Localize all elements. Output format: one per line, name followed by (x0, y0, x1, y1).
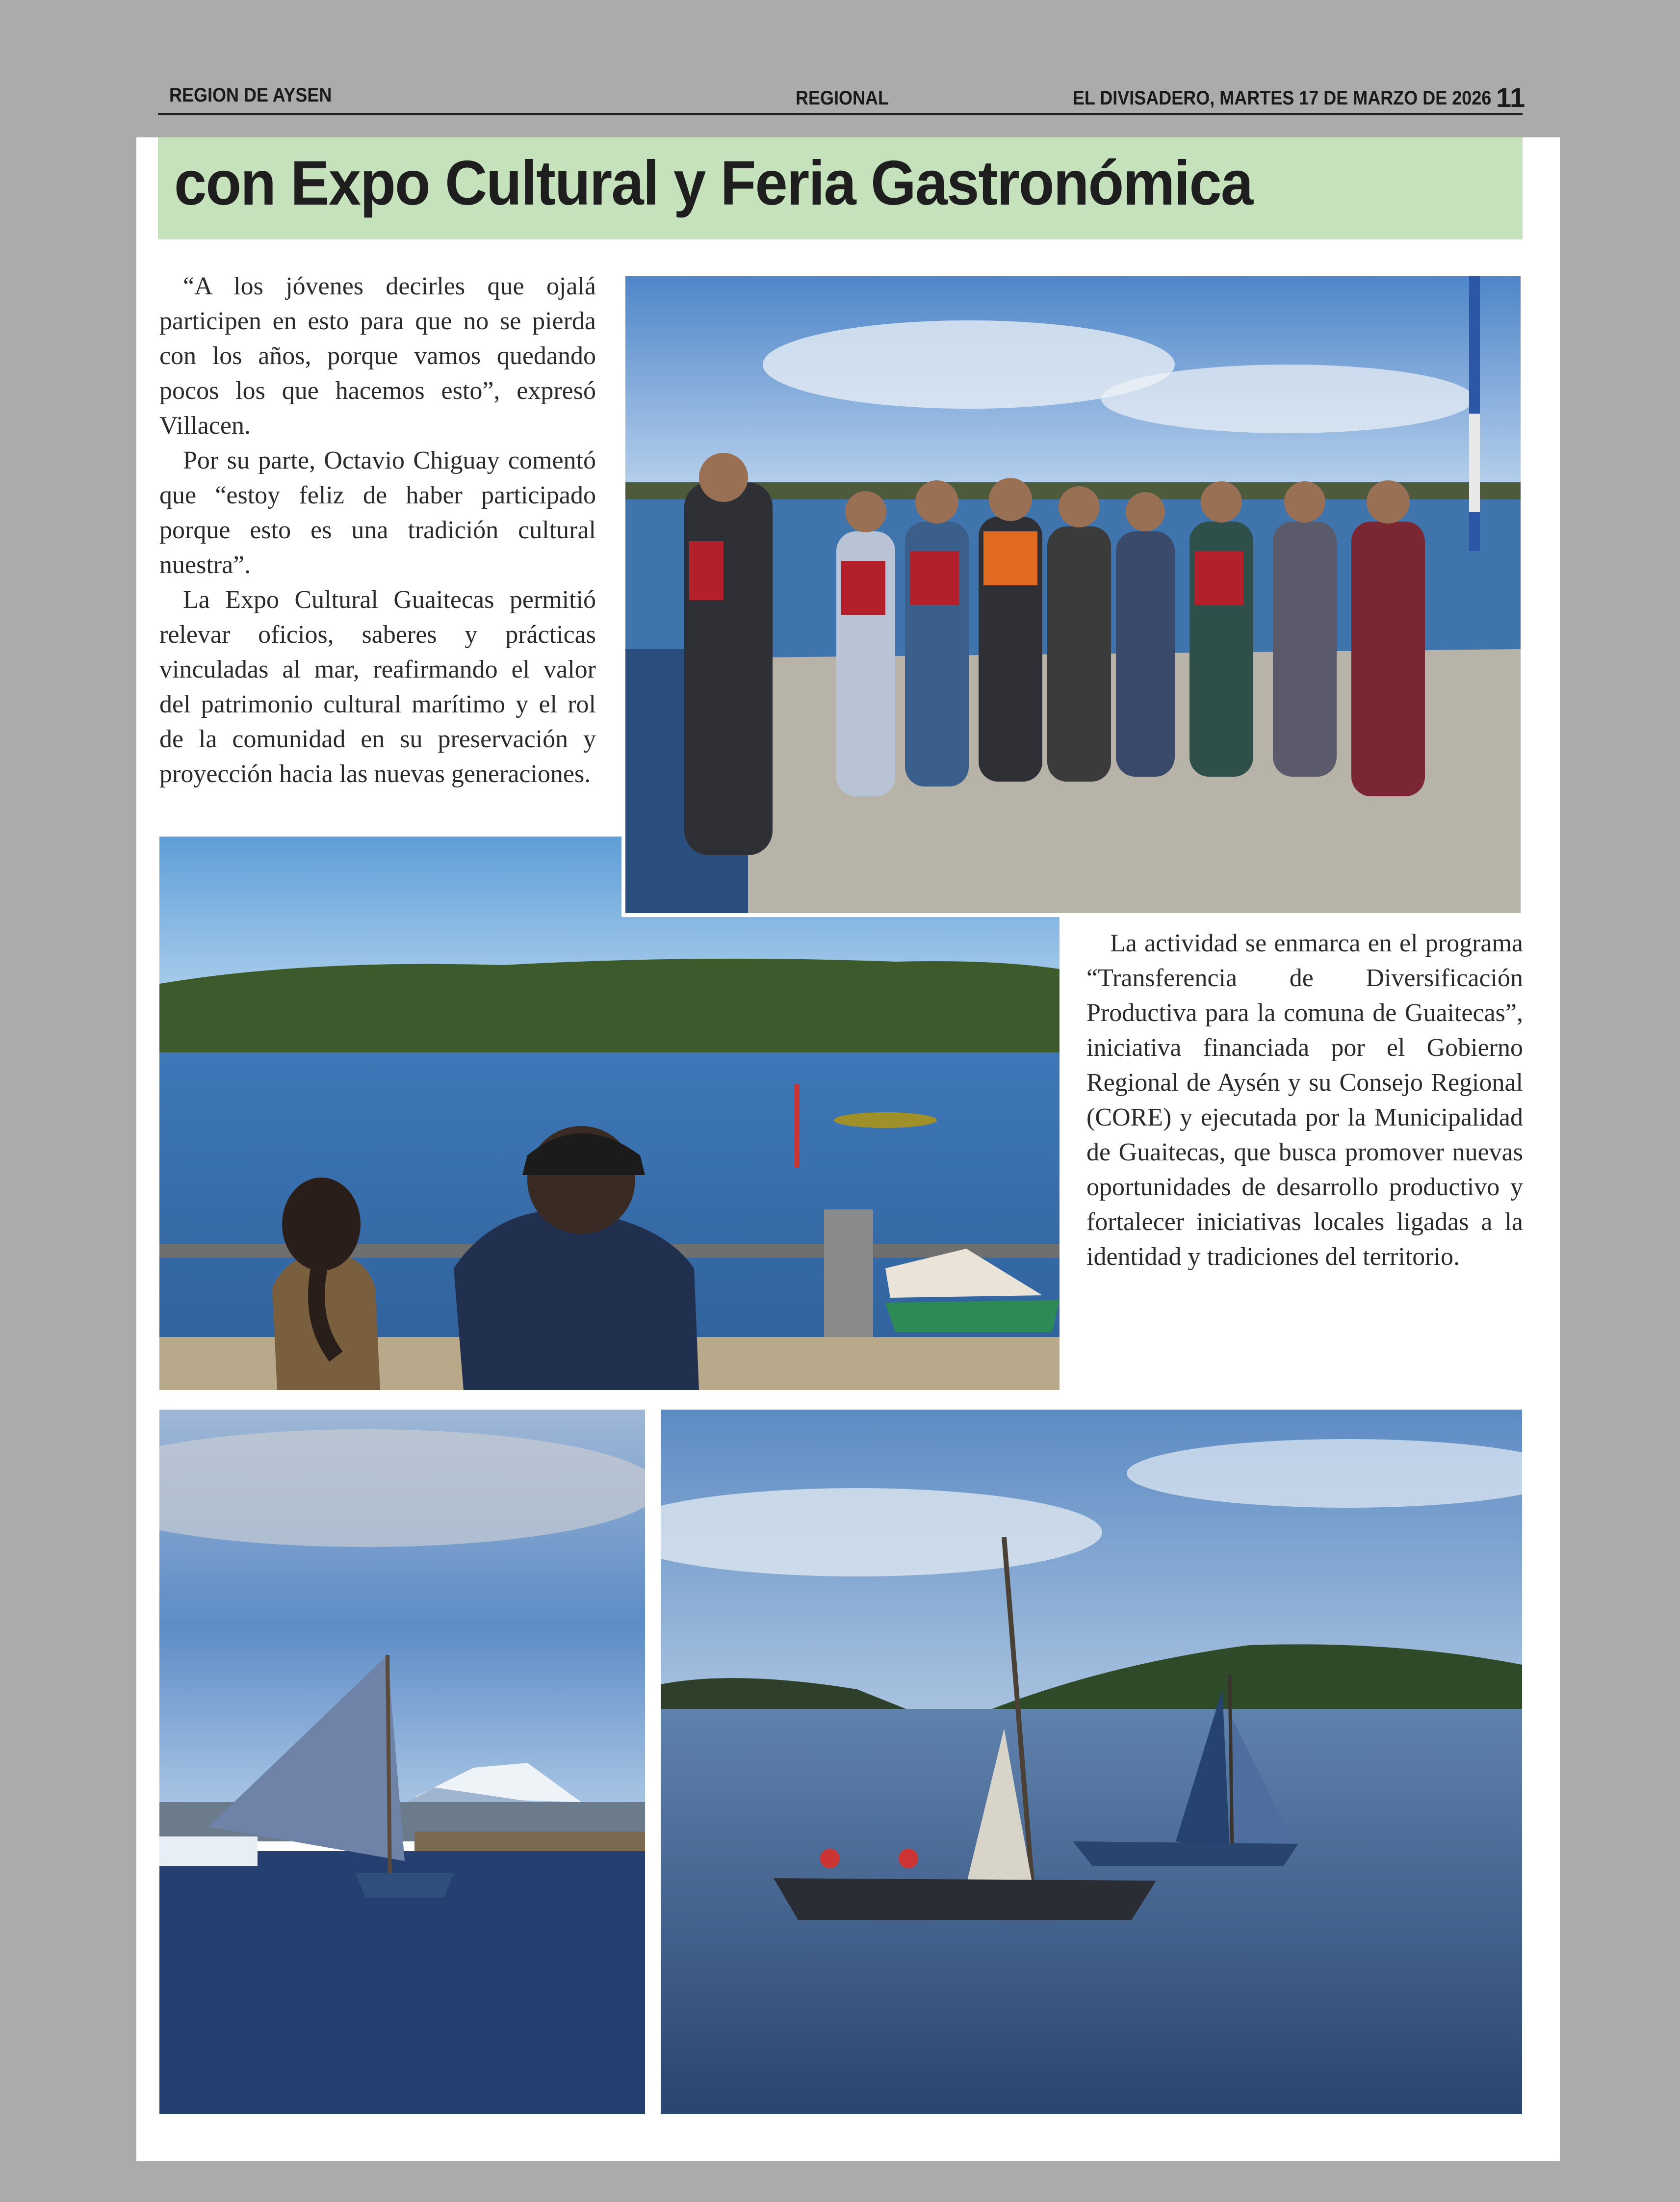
publication-date: EL DIVISADERO, MARTES 17 DE MARZO DE 2026 (1072, 87, 1491, 109)
headline: con Expo Cultural y Feria Gastronómica (174, 148, 1253, 218)
article-column-right (1086, 926, 1523, 1274)
paragraph: “A los jóvenes decirles que ojalá participen en esto para que no se pierda con los años, porque vamos quedando pocos los que hacemos esto”, expresó Villacen. (159, 272, 596, 440)
photo-group-dock (625, 276, 1521, 913)
photo-sailboat-volcano (159, 1410, 645, 2114)
paragraph: La actividad se enmarca en el programa “Transferencia de Diversificación Productiva para la comuna de Guaitecas”, iniciativa financiada por el Gobierno Regional de Aysén y su Consejo Regional (CORE) y ejecutada por la Municipalidad de Guaitecas, que busca promover nuevas oportunidades de desarrollo productivo y fortalecer iniciativas locales ligadas a la identidad y tradiciones del territorio. (1086, 929, 1523, 1271)
photo-sailboats-bay (661, 1410, 1522, 2114)
paragraph: La Expo Cultural Guaitecas permitió relevar oficios, saberes y prácticas vinculadas al mar, reafirmando el valor del patrimonio cultural marítimo y el rol de la comunidad en su preservación y proyección hacia las nuevas generaciones. (159, 586, 596, 788)
section-label-center: REGIONAL (796, 87, 889, 109)
header-divider (158, 113, 1523, 115)
photo-bay-view (159, 837, 1060, 1390)
article-column-left (159, 269, 596, 791)
page-number: 11 (1496, 82, 1525, 113)
paragraph: Por su parte, Octavio Chiguay comentó que “estoy feliz de haber participado porque esto es una tradición cultural nuestra”. (159, 446, 596, 579)
section-label-left: REGION DE AYSEN (169, 84, 332, 106)
